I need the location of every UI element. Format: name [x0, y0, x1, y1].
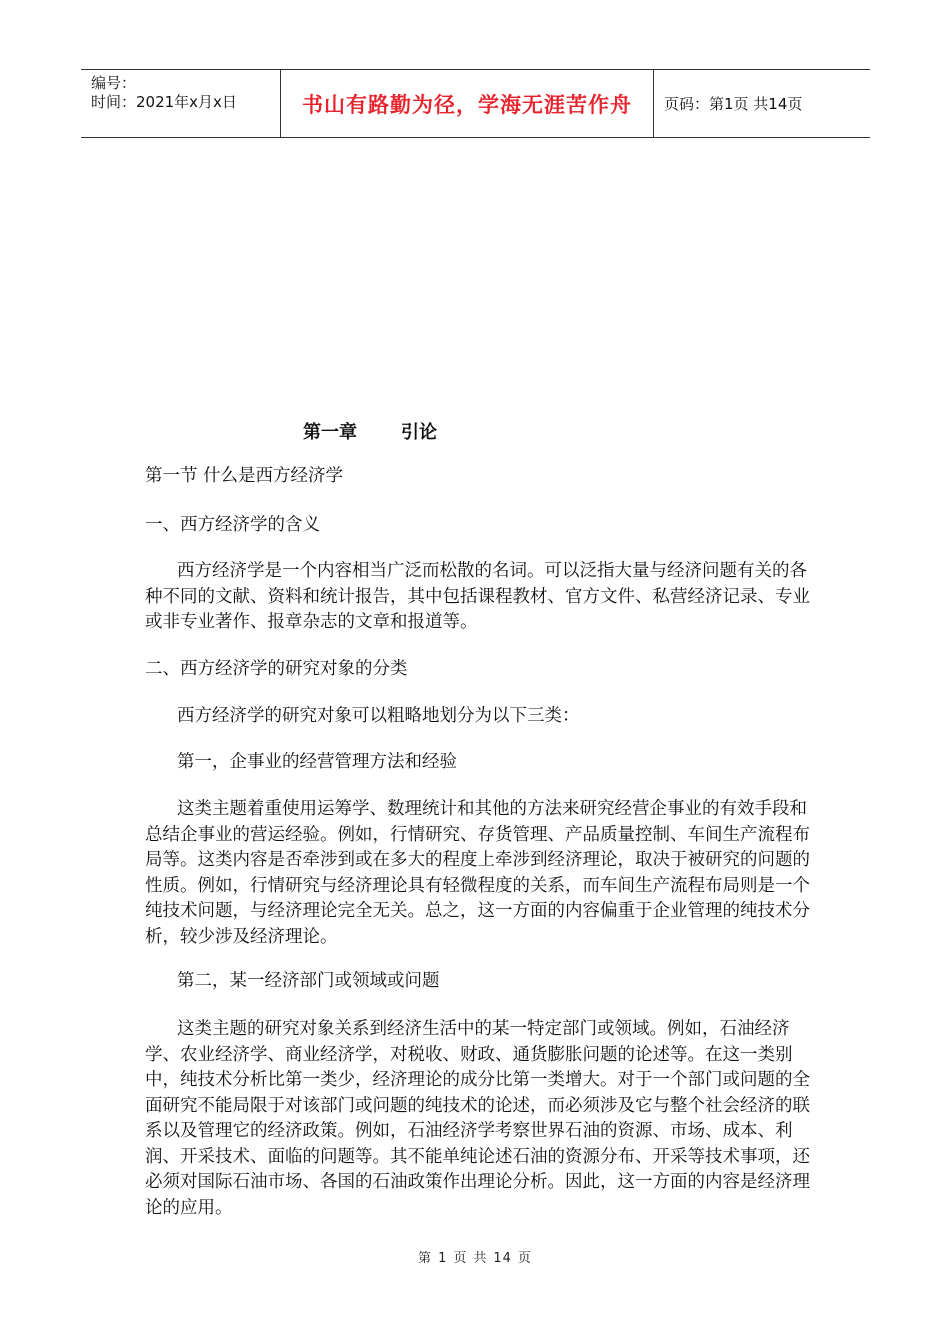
category-2-paragraph: 这类主题的研究对象关系到经济生活中的某一特定部门或领域。例如，石油经济学、农业经济学、商业经济学，对税收、财政、通货膨胀问题的论述等。在这一类别中，纯技术分析比第一类少，经济理论的成分比第一类增大。对于一个部门或问题的全面研究不能局限于对该部门或问题的纯技术的论述，而必须涉及它与整个社会经济的联系以及管理它的经济政策。例如，石油经济学考察世界石油的资源、市场、成本、利润、开采技术、面临的问题等。其不能单纯论述石油的资源分布、开采等技术事项，还必须对国际石油市场、各国的石油政策作出理论分析。因此，这一方面的内容是经济理论的应用。 — [145, 1019, 810, 1218]
page-footer — [0, 1247, 950, 1266]
footer-total-num: 14 — [493, 1251, 512, 1266]
category-2-title: 第二，某一经济部门或领域或问题 — [177, 971, 440, 991]
header-meta — [81, 70, 281, 137]
chapter-heading — [303, 418, 437, 444]
footer-page-label: 第 — [418, 1251, 433, 1266]
header-page-info: 页码：第1页 共14页 — [664, 95, 803, 113]
chapter-number: 第一章 — [303, 422, 357, 443]
footer-page-num: 1 — [438, 1251, 448, 1266]
subsection-2-intro: 西方经济学的研究对象可以粗略地划分为以下三类： — [177, 706, 580, 726]
subsection-2-title: 二、西方经济学的研究对象的分类 — [145, 659, 408, 679]
header-motto: 书山有路勤为径，学海无涯苦作舟 — [281, 70, 654, 137]
category-1-title: 第一，企事业的经营管理方法和经验 — [177, 752, 457, 772]
section-title: 第一节 什么是西方经济学 — [145, 466, 344, 486]
footer-total-unit: 页 — [517, 1251, 532, 1266]
chapter-title: 引论 — [401, 422, 437, 443]
footer-total-label: 共 — [473, 1251, 488, 1266]
time-label: 时间：2021年x月x日 — [91, 93, 237, 111]
serial-label: 编号： — [91, 74, 137, 92]
category-1-paragraph: 这类主题着重使用运筹学、数理统计和其他的方法来研究经营企事业的有效手段和总结企事业的营运经验。例如，行情研究、存货管理、产品质量控制、车间生产流程布局等。这类内容是否牵涉到或在多大的程度上牵涉到经济理论，取决于被研究的问题的性质。例如，行情研究与经济理论具有轻微程度的关系，而车间生产流程布局则是一个纯技术问题，与经济理论完全无关。总之，这一方面的内容偏重于企业管理的纯技术分析，较少涉及经济理论。 — [145, 799, 810, 947]
page-header — [81, 69, 870, 138]
footer-page-unit: 页 — [453, 1251, 468, 1266]
subsection-1-title: 一、西方经济学的含义 — [145, 515, 320, 535]
subsection-1-paragraph: 西方经济学是一个内容相当广泛而松散的名词。可以泛指大量与经济问题有关的各种不同的文献、资料和统计报告，其中包括课程教材、官方文件、私营经济记录、专业或非专业著作、报章杂志的文章和报道等。 — [145, 561, 810, 632]
